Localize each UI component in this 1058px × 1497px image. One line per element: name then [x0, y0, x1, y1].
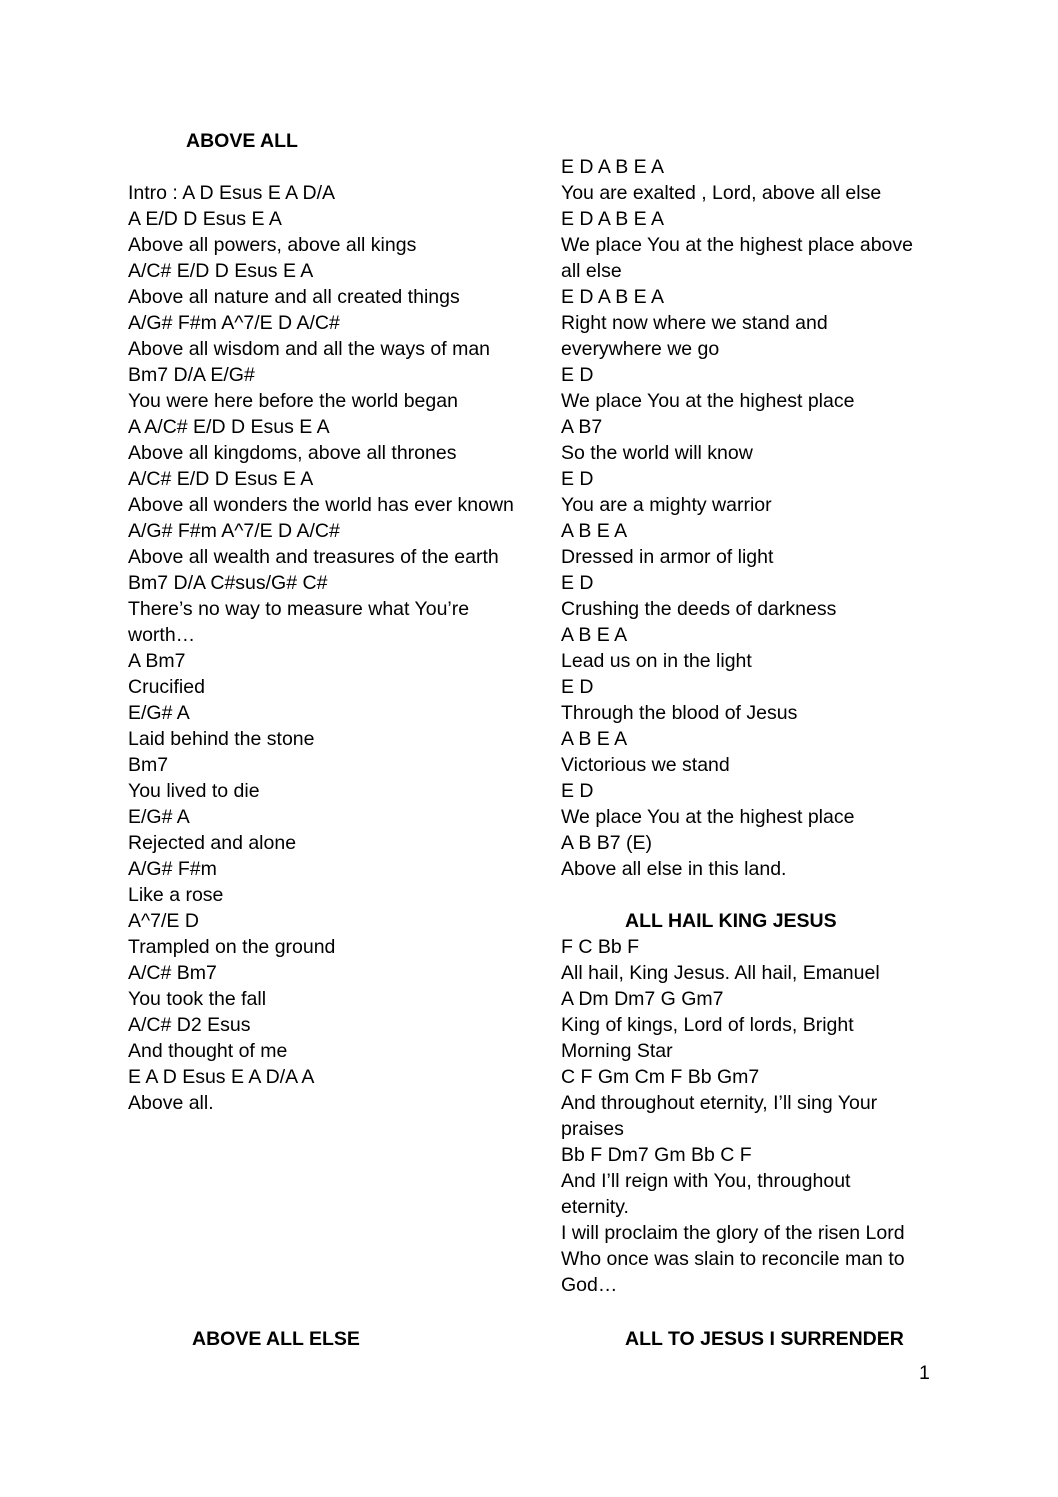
lyric-line: Above all wisdom and all the ways of man	[128, 338, 491, 360]
lyric-line: Crucified	[128, 676, 205, 698]
lyric-line: We place You at the highest place	[561, 390, 855, 412]
left-column-lyrics	[128, 180, 528, 1116]
lyric-line: A^7/E D	[128, 910, 199, 932]
lyric-line: E D	[561, 468, 594, 490]
lyric-line: You were here before the world began	[128, 390, 458, 412]
lyric-line: You lived to die	[128, 780, 260, 802]
page-number: 1	[919, 1362, 930, 1384]
lyric-line: Crushing the deeds of darkness	[561, 598, 837, 620]
lyric-line: So the world will know	[561, 442, 753, 464]
lyric-line: A/C# Bm7	[128, 962, 217, 984]
song-title-all-hail-king-jesus: ALL HAIL KING JESUS	[625, 910, 837, 932]
lyric-line: Above all kingdoms, above all thrones	[128, 442, 457, 464]
lyric-line: Who once was slain to reconcile man to God…	[561, 1248, 911, 1296]
lyric-line: E D A B E A	[561, 286, 664, 308]
lyric-line: You took the fall	[128, 988, 267, 1010]
section-spacer	[561, 882, 921, 908]
lyric-line: E A D Esus E A D/A A	[128, 1066, 315, 1088]
lyric-line: A/C# E/D D Esus E A	[128, 260, 314, 282]
lyric-line: Above all else in this land.	[561, 858, 787, 880]
lyric-line: And throughout eternity, I’ll sing Your praises	[561, 1092, 883, 1140]
lyric-line: A/G# F#m A^7/E D A/C#	[128, 312, 340, 334]
lyric-line: Above all wealth and treasures of the earth	[128, 546, 499, 568]
lyric-line: E D A B E A	[561, 156, 664, 178]
lyric-line: Right now where we stand and everywhere we go	[561, 312, 834, 360]
lyric-line: Above all powers, above all kings	[128, 234, 417, 256]
lyric-line: A B E A	[561, 624, 628, 646]
lyric-line: Through the blood of Jesus	[561, 702, 798, 724]
lyric-line: A/C# D2 Esus	[128, 1014, 251, 1036]
lyric-line: E D	[561, 572, 594, 594]
lyric-line: Rejected and alone	[128, 832, 297, 854]
lyric-line: A/C# E/D D Esus E A	[128, 468, 314, 490]
song-title-all-to-jesus: ALL TO JESUS I SURRENDER	[625, 1328, 904, 1350]
lyric-line: A B E A	[561, 728, 628, 750]
lyric-line: Victorious we stand	[561, 754, 730, 776]
lyric-line: And I’ll reign with You, throughout eternity.	[561, 1170, 856, 1218]
lyric-line: A/G# F#m	[128, 858, 217, 880]
lyric-line: E/G# A	[128, 806, 190, 828]
lyric-line: King of kings, Lord of lords, Bright Morning Star	[561, 1014, 860, 1062]
lyric-line: I will proclaim the glory of the risen Lord	[561, 1222, 905, 1244]
lyric-line: A B B7 (E)	[561, 832, 653, 854]
song-title-above-all-else: ABOVE ALL ELSE	[192, 1328, 360, 1350]
lyric-line: Bm7	[128, 754, 169, 776]
lyric-line: Above all wonders the world has ever known	[128, 494, 514, 516]
lyric-line: A Bm7	[128, 650, 186, 672]
lyric-line: There’s no way to measure what You’re worth…	[128, 598, 475, 646]
lyric-line: E D	[561, 364, 594, 386]
song-title-above-all: ABOVE ALL	[186, 130, 298, 152]
lyric-line: We place You at the highest place above all else	[561, 234, 919, 282]
lyric-line: A/G# F#m A^7/E D A/C#	[128, 520, 340, 542]
lyric-line: E D	[561, 676, 594, 698]
lyric-line: We place You at the highest place	[561, 806, 855, 828]
lyric-line: Above all nature and all created things	[128, 286, 460, 308]
lyric-line: Bb F Dm7 Gm Bb C F	[561, 1144, 752, 1166]
lyric-line: A B7	[561, 416, 603, 438]
lyric-line: All hail, King Jesus. All hail, Emanuel	[561, 962, 880, 984]
lyric-line: A A/C# E/D D Esus E A	[128, 416, 330, 438]
lyric-line: Lead us on in the light	[561, 650, 752, 672]
lyric-line: Above all.	[128, 1092, 214, 1114]
lyric-line: Bm7 D/A C#sus/G# C#	[128, 572, 328, 594]
lyric-line: Trampled on the ground	[128, 936, 336, 958]
lyric-line: A B E A	[561, 520, 628, 542]
lyric-line: F C Bb F	[561, 936, 640, 958]
lyric-line: E D A B E A	[561, 208, 664, 230]
lyric-line: C F Gm Cm F Bb Gm7	[561, 1066, 760, 1088]
lyric-line: A Dm Dm7 G Gm7	[561, 988, 724, 1010]
lyric-line: Like a rose	[128, 884, 224, 906]
lyric-line: A E/D D Esus E A	[128, 208, 282, 230]
lyric-line: E D	[561, 780, 594, 802]
lyric-line: You are exalted , Lord, above all else	[561, 182, 882, 204]
lyric-line: Intro : A D Esus E A D/A	[128, 182, 336, 204]
lyric-line: And thought of me	[128, 1040, 288, 1062]
lyric-line: You are a mighty warrior	[561, 494, 772, 516]
lyric-line: Bm7 D/A E/G#	[128, 364, 255, 386]
lyric-line: Dressed in armor of light	[561, 546, 774, 568]
lyric-line: E/G# A	[128, 702, 190, 724]
lyric-line: Laid behind the stone	[128, 728, 315, 750]
right-column-lyrics	[561, 154, 921, 1298]
